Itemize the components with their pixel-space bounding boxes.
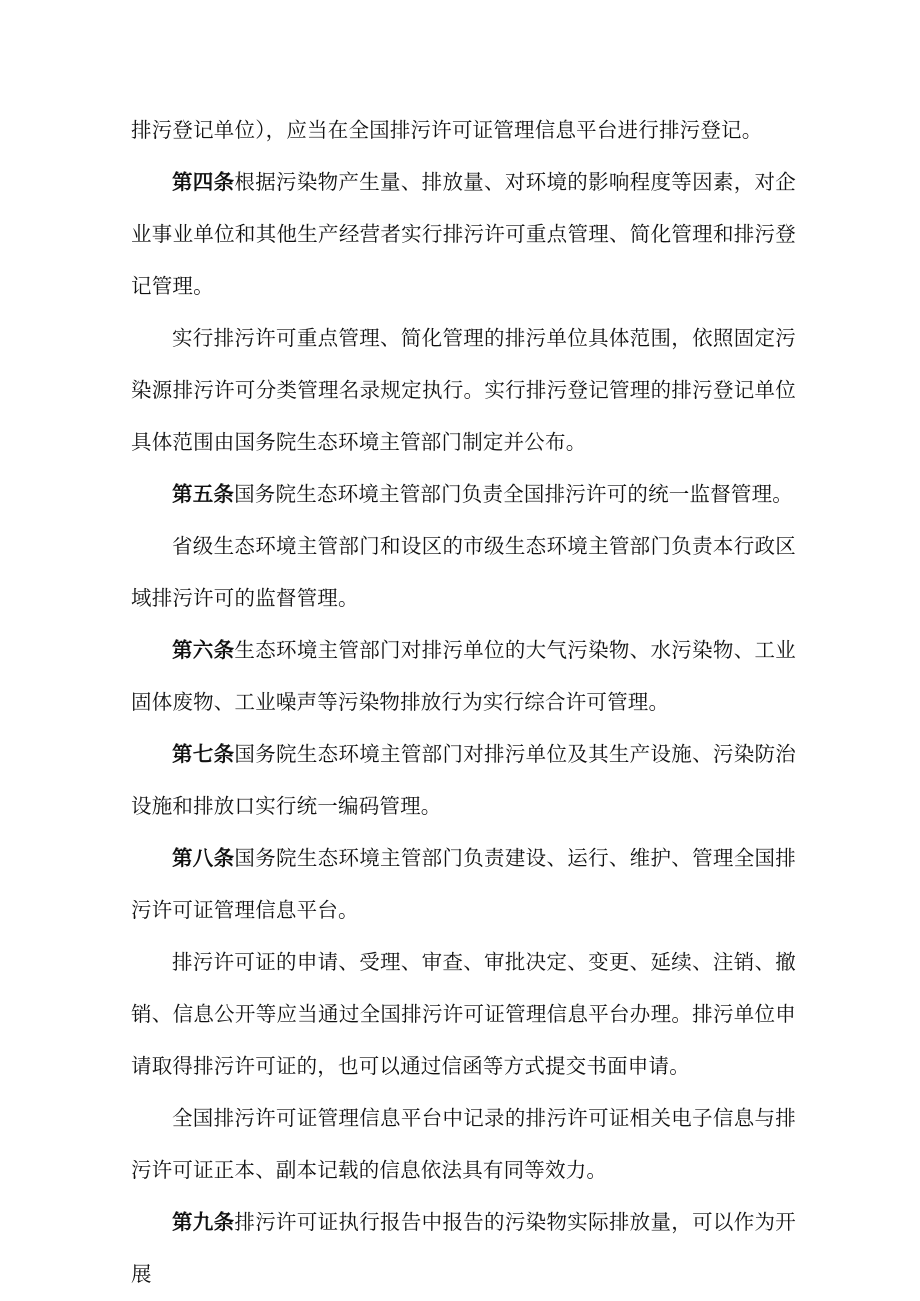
article-4-clause-2 bbox=[131, 312, 796, 468]
paragraph-text: 省级生态环境主管部门和设区的市级生态环境主管部门负责本行政区域排污许可的监督管理。 bbox=[131, 534, 796, 610]
article-6-paragraph bbox=[131, 624, 796, 728]
article-5-paragraph bbox=[131, 468, 796, 520]
paragraph-text: 根据污染物产生量、排放量、对环境的影响程度等因素，对企业事业单位和其他生产经营者实行排污许可重点管理、简化管理和排污登记管理。 bbox=[131, 170, 796, 298]
paragraph-text: 排污登记单位），应当在全国排污许可证管理信息平台进行排污登记。 bbox=[131, 118, 763, 142]
article-number: 第五条 bbox=[172, 482, 235, 506]
paragraph-text: 排污许可证的申请、受理、审查、审批决定、变更、延续、注销、撤销、信息公开等应当通过全国排污许可证管理信息平台办理。排污单位申请取得排污许可证的，也可以通过信函等方式提交书面申请。 bbox=[131, 950, 796, 1078]
article-number: 第八条 bbox=[172, 846, 235, 870]
paragraph-text: 实行排污许可重点管理、简化管理的排污单位具体范围，依照固定污染源排污许可分类管理名录规定执行。实行排污登记管理的排污登记单位具体范围由国务院生态环境主管部门制定并公布。 bbox=[131, 326, 796, 454]
article-number: 第六条 bbox=[172, 638, 235, 662]
article-7-paragraph bbox=[131, 728, 796, 832]
article-8-clause-2 bbox=[131, 936, 796, 1092]
document-body bbox=[131, 104, 796, 1300]
article-4-paragraph bbox=[131, 156, 796, 312]
article-9-paragraph bbox=[131, 1196, 796, 1300]
paragraph-text: 生态环境主管部门对排污单位的大气污染物、水污染物、工业固体废物、工业噪声等污染物排放行为实行综合许可管理。 bbox=[131, 638, 796, 714]
article-number: 第七条 bbox=[172, 742, 235, 766]
paragraph-text: 国务院生态环境主管部门负责建设、运行、维护、管理全国排污许可证管理信息平台。 bbox=[131, 846, 796, 922]
paragraph-text: 全国排污许可证管理信息平台中记录的排污许可证相关电子信息与排污许可证正本、副本记载的信息依法具有同等效力。 bbox=[131, 1106, 796, 1182]
paragraph-text: 排污许可证执行报告中报告的污染物实际排放量，可以作为开展 bbox=[131, 1210, 796, 1286]
article-8-paragraph bbox=[131, 832, 796, 936]
article-5-clause-2 bbox=[131, 520, 796, 624]
paragraph-continuation bbox=[131, 104, 796, 156]
paragraph-text: 国务院生态环境主管部门对排污单位及其生产设施、污染防治设施和排放口实行统一编码管理。 bbox=[131, 742, 796, 818]
article-8-clause-3 bbox=[131, 1092, 796, 1196]
paragraph-text: 国务院生态环境主管部门负责全国排污许可的统一监督管理。 bbox=[234, 482, 794, 506]
article-number: 第四条 bbox=[172, 170, 235, 194]
article-number: 第九条 bbox=[172, 1210, 235, 1234]
